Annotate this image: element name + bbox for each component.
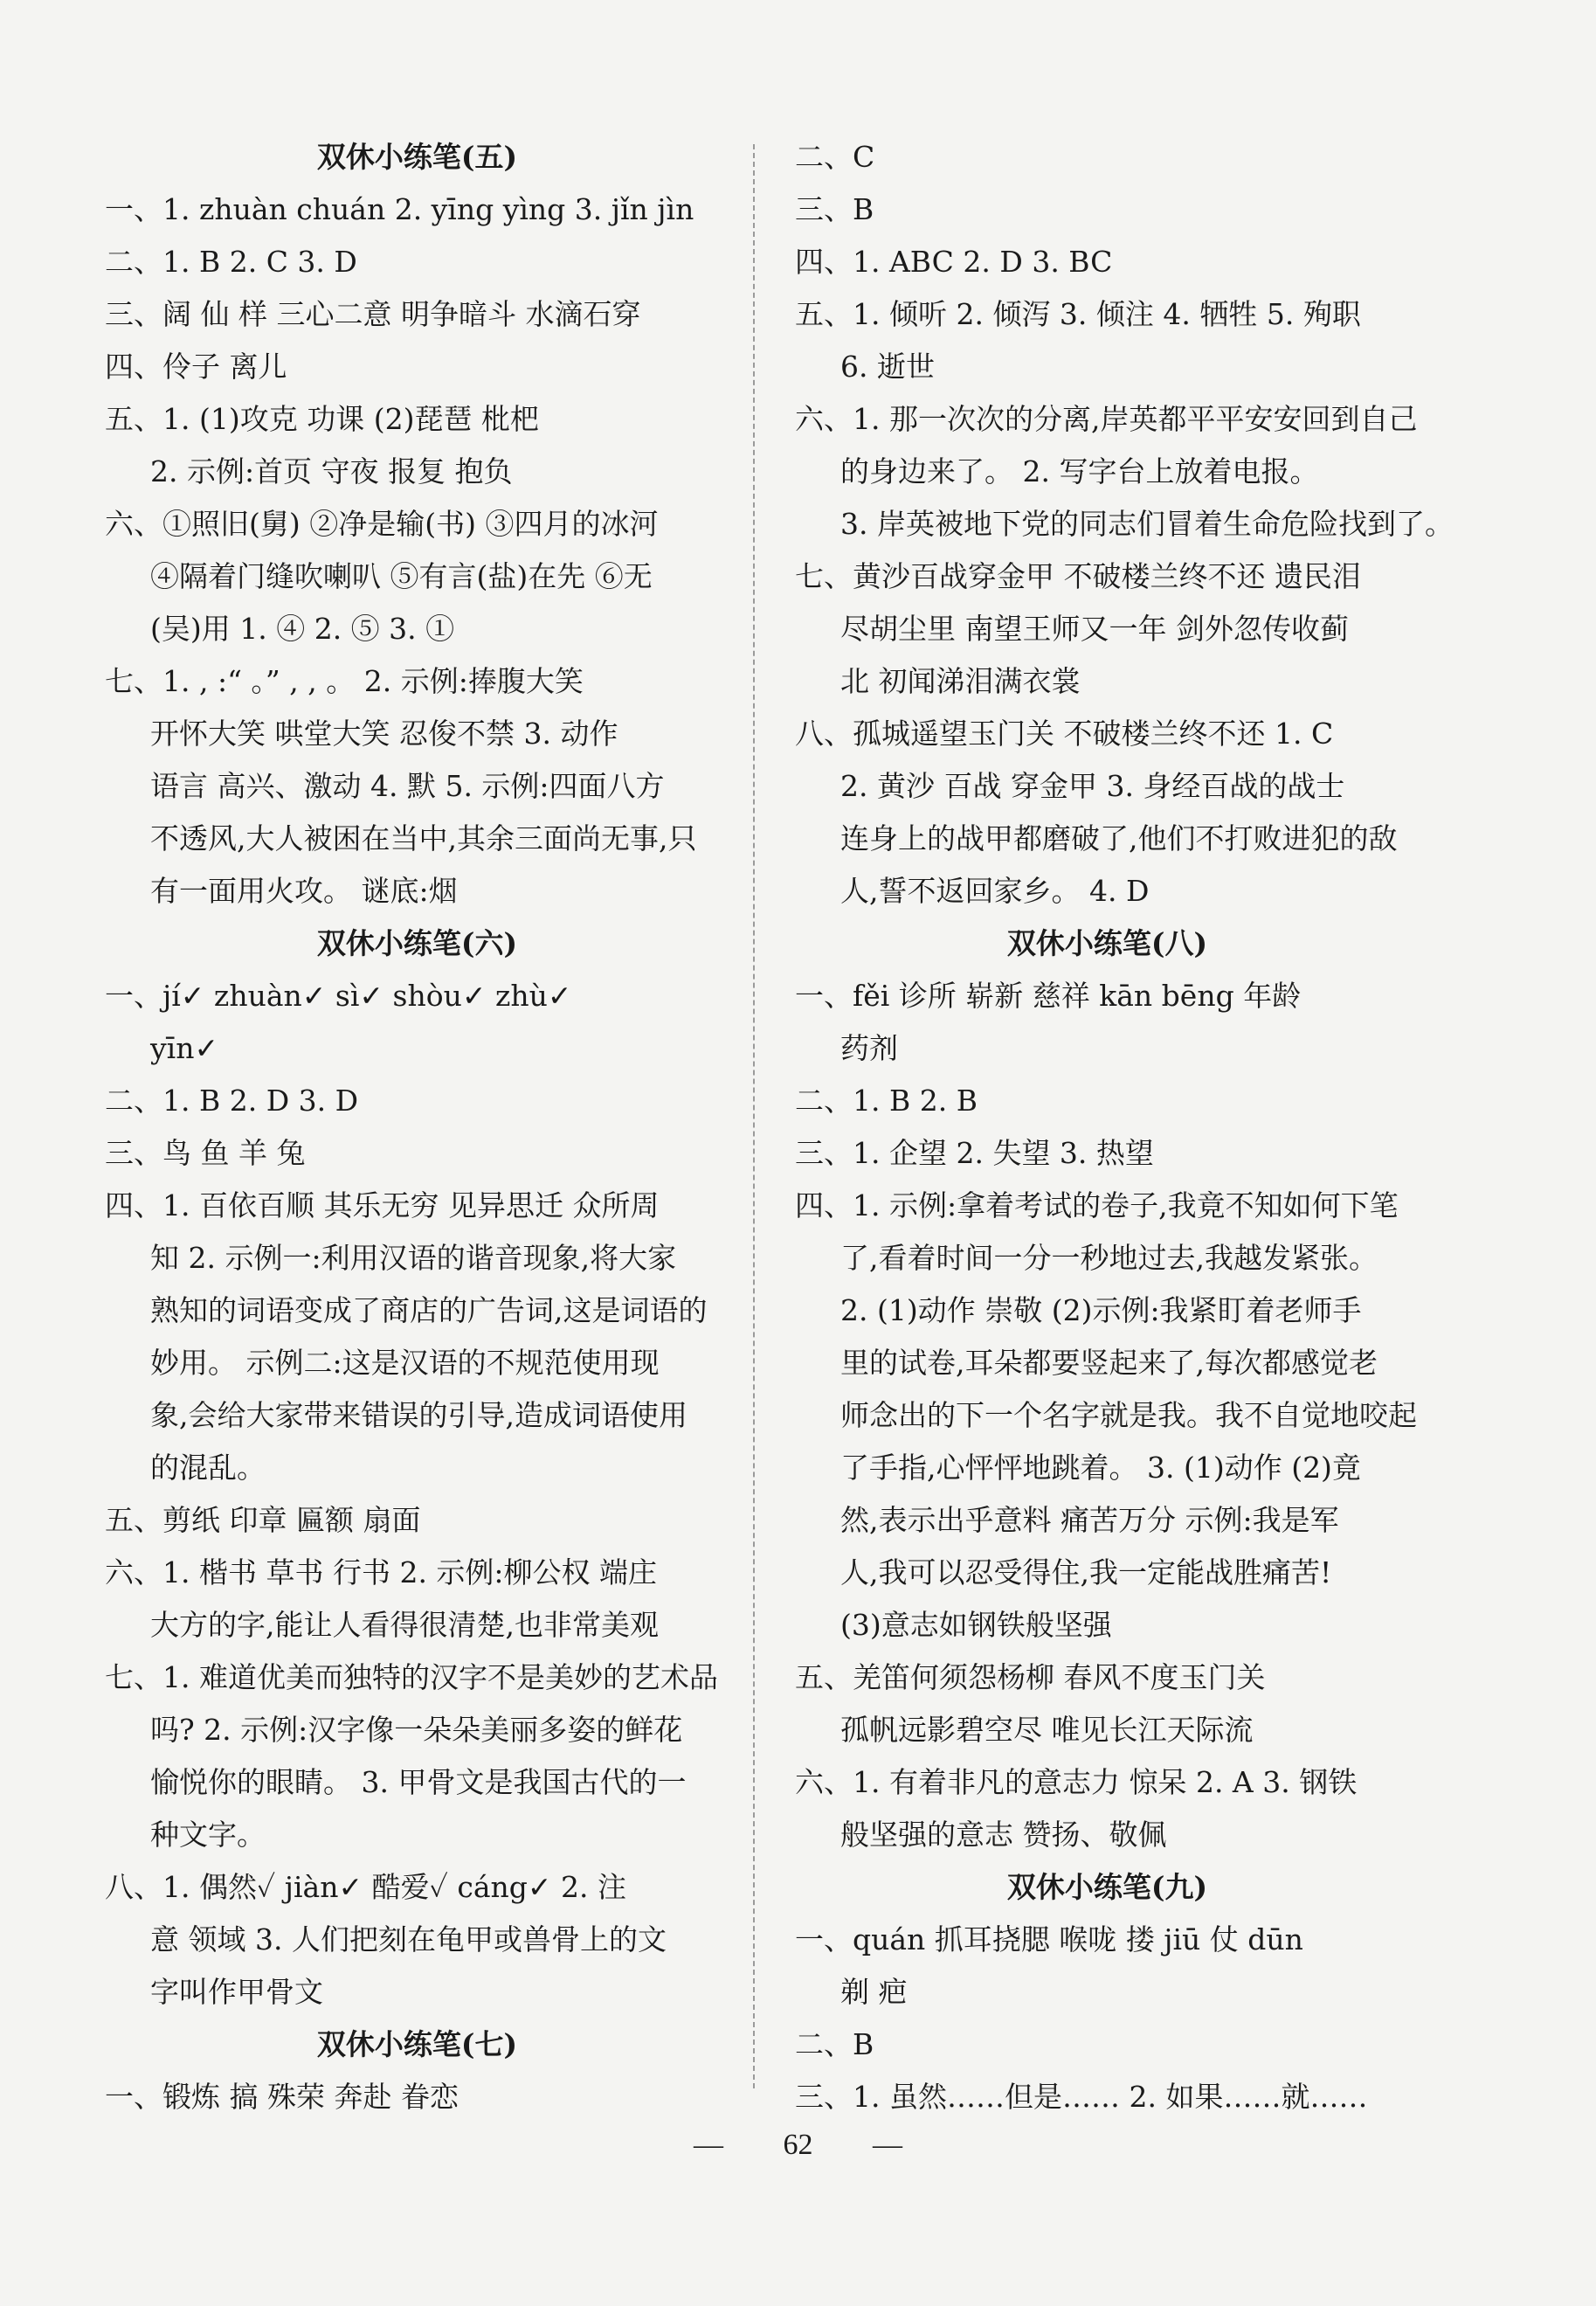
answer-line: 四、1. ABC 2. D 3. BC (795, 245, 1113, 279)
answer-line: 三、阔 仙 样 三心二意 明争暗斗 水滴石穿 (105, 297, 641, 331)
answer-line: 3. 岸英被地下党的同志们冒着生命危险找到了。 (840, 507, 1454, 541)
answer-line: 妙用。 示例二:这是汉语的不规范使用现 (150, 1346, 660, 1380)
answer-line: 五、羌笛何须怨杨柳 春风不度玉门关 (795, 1660, 1266, 1694)
answer-line: 药剂 (840, 1031, 898, 1065)
answer-line: (吴)用 1. ④ 2. ⑤ 3. ① (150, 612, 455, 646)
answer-line: 象,会给大家带来错误的引导,造成词语使用 (150, 1398, 687, 1432)
answer-line: 一、fěi 诊所 崭新 慈祥 kān bēng 年龄 (795, 979, 1302, 1013)
answer-line: 八、孤城遥望玉门关 不破楼兰终不还 1. C (795, 717, 1334, 751)
answer-line: 五、剪纸 印章 匾额 扇面 (105, 1503, 421, 1537)
answer-line: 六、1. 那一次次的分离,岸英都平平安安回到自己 (795, 402, 1418, 436)
answer-line: 五、1. (1)攻克 功课 (2)琵琶 枇杷 (105, 402, 539, 436)
footer-dash-left: — (694, 2129, 723, 2161)
answer-line: 不透风,大人被困在当中,其余三面尚无事,只 (150, 821, 697, 855)
answer-line: 的混乱。 (150, 1451, 266, 1485)
answer-line: 二、C (795, 140, 875, 174)
answer-line: 知 2. 示例一:利用汉语的谐音现象,将大家 (150, 1241, 677, 1275)
answer-line: (3)意志如钢铁般坚强 (840, 1608, 1112, 1642)
answer-line: 6. 逝世 (840, 350, 935, 384)
answer-line: 语言 高兴、激动 4. 默 5. 示例:四面八方 (150, 769, 665, 803)
answer-line: 二、1. B 2. B (795, 1084, 978, 1118)
section-title: 双休小练笔(八) (1006, 926, 1208, 960)
answer-line: 了,看着时间一分一秒地过去,我越发紧张。 (840, 1241, 1378, 1275)
answer-line: 的身边来了。 2. 写字台上放着电报。 (840, 454, 1319, 488)
footer-dash-right: — (873, 2129, 902, 2161)
answer-line: 意 领域 3. 人们把刻在龟甲或兽骨上的文 (150, 1922, 667, 1956)
answer-line: 吗? 2. 示例:汉字像一朵朵美丽多姿的鲜花 (150, 1713, 683, 1747)
answer-line: 熟知的词语变成了商店的广告词,这是词语的 (150, 1293, 708, 1327)
answer-line: 六、①照旧(舅) ②净是输(书) ③四月的冰河 (105, 507, 659, 541)
answer-line: 五、1. 倾听 2. 倾泻 3. 倾注 4. 牺牲 5. 殉职 (795, 297, 1361, 331)
answer-line: 里的试卷,耳朵都要竖起来了,每次都感觉老 (840, 1346, 1378, 1380)
answer-line: 孤帆远影碧空尽 唯见长江天际流 (840, 1713, 1254, 1747)
left-column (105, 131, 729, 2123)
answer-line: 四、1. 示例:拿着考试的卷子,我竟不知如何下笔 (795, 1188, 1399, 1222)
answer-line: 连身上的战甲都磨破了,他们不打败进犯的敌 (840, 821, 1398, 855)
answer-line: 愉悦你的眼睛。 3. 甲骨文是我国古代的一 (150, 1765, 687, 1799)
answer-line: 七、1. , :“ 。” , , 。 2. 示例:捧腹大笑 (105, 664, 584, 698)
answer-line: 三、鸟 鱼 羊 兔 (105, 1136, 306, 1170)
answer-line: 2. (1)动作 崇敬 (2)示例:我紧盯着老师手 (840, 1293, 1362, 1327)
answer-line: 三、B (795, 192, 874, 226)
answer-line: 三、1. 企望 2. 失望 3. 热望 (795, 1136, 1154, 1170)
answer-line: 一、锻炼 搞 殊荣 奔赴 眷恋 (105, 2080, 459, 2114)
answer-line: 一、quán 抓耳挠腮 喉咙 搂 jiū 仗 dūn (795, 1922, 1303, 1956)
section-title: 双休小练笔(九) (1006, 1870, 1208, 1904)
answer-line: 2. 示例:首页 守夜 报复 抱负 (150, 454, 513, 488)
answer-line: 人,誓不返回家乡。 4. D (840, 874, 1150, 908)
section-title: 双休小练笔(七) (316, 2027, 518, 2061)
answer-line: 二、1. B 2. C 3. D (105, 245, 357, 279)
answer-line: 人,我可以忍受得住,我一定能战胜痛苦! (840, 1555, 1332, 1589)
answer-line: 有一面用火攻。 谜底:烟 (150, 874, 458, 908)
page-footer (0, 2129, 1596, 2162)
answer-line: 2. 黄沙 百战 穿金甲 3. 身经百战的战士 (840, 769, 1345, 803)
answer-line: 一、1. zhuàn chuán 2. yīng yìng 3. jǐn jìn (105, 192, 694, 226)
answer-line: 一、jí✓ zhuàn✓ sì✓ shòu✓ zhù✓ (105, 979, 572, 1013)
answer-line: 二、B (795, 2027, 874, 2061)
section-title: 双休小练笔(六) (316, 926, 518, 960)
page-number: 62 (783, 2129, 813, 2161)
answer-line: 然,表示出乎意料 痛苦万分 示例:我是军 (840, 1503, 1339, 1537)
answer-line: 般坚强的意志 赞扬、敬佩 (840, 1818, 1167, 1852)
answer-line: 八、1. 偶然✓ jiàn✓ 酷爱✓ cáng✓ 2. 注 (105, 1870, 627, 1904)
answer-line: 尽胡尘里 南望王师又一年 剑外忽传收蓟 (840, 612, 1349, 646)
answer-line: 四、伶子 离儿 (105, 350, 287, 384)
section-title: 双休小练笔(五) (316, 140, 518, 174)
answer-line: 种文字。 (150, 1818, 266, 1852)
answer-line: 开怀大笑 哄堂大笑 忍俊不禁 3. 动作 (150, 717, 618, 751)
answer-line: 六、1. 楷书 草书 行书 2. 示例:柳公权 端庄 (105, 1555, 658, 1589)
answer-line: ④隔着门缝吹喇叭 ⑤有言(盐)在先 ⑥无 (150, 559, 653, 593)
answer-line: 大方的字,能让人看得很清楚,也非常美观 (150, 1608, 659, 1642)
answer-line: 六、1. 有着非凡的意志力 惊呆 2. A 3. 钢铁 (795, 1765, 1358, 1799)
answer-line: 七、黄沙百战穿金甲 不破楼兰终不还 遗民泪 (795, 559, 1361, 593)
answer-line: yīn✓ (150, 1031, 219, 1065)
answer-line: 字叫作甲骨文 (150, 1975, 323, 2009)
answer-line: 三、1. 虽然……但是…… 2. 如果……就…… (795, 2080, 1368, 2114)
answer-line: 师念出的下一个名字就是我。我不自觉地咬起 (840, 1398, 1417, 1432)
column-divider (753, 144, 755, 2088)
right-column (795, 131, 1454, 2123)
answer-line: 二、1. B 2. D 3. D (105, 1084, 359, 1118)
answer-line: 七、1. 难道优美而独特的汉字不是美妙的艺术品 (105, 1660, 718, 1694)
answer-line: 剃 疤 (840, 1975, 908, 2009)
answer-line: 北 初闻涕泪满衣裳 (840, 664, 1081, 698)
answer-line: 了手指,心怦怦地跳着。 3. (1)动作 (2)竟 (840, 1451, 1361, 1485)
answer-line: 四、1. 百依百顺 其乐无穷 见异思迁 众所周 (105, 1188, 660, 1222)
